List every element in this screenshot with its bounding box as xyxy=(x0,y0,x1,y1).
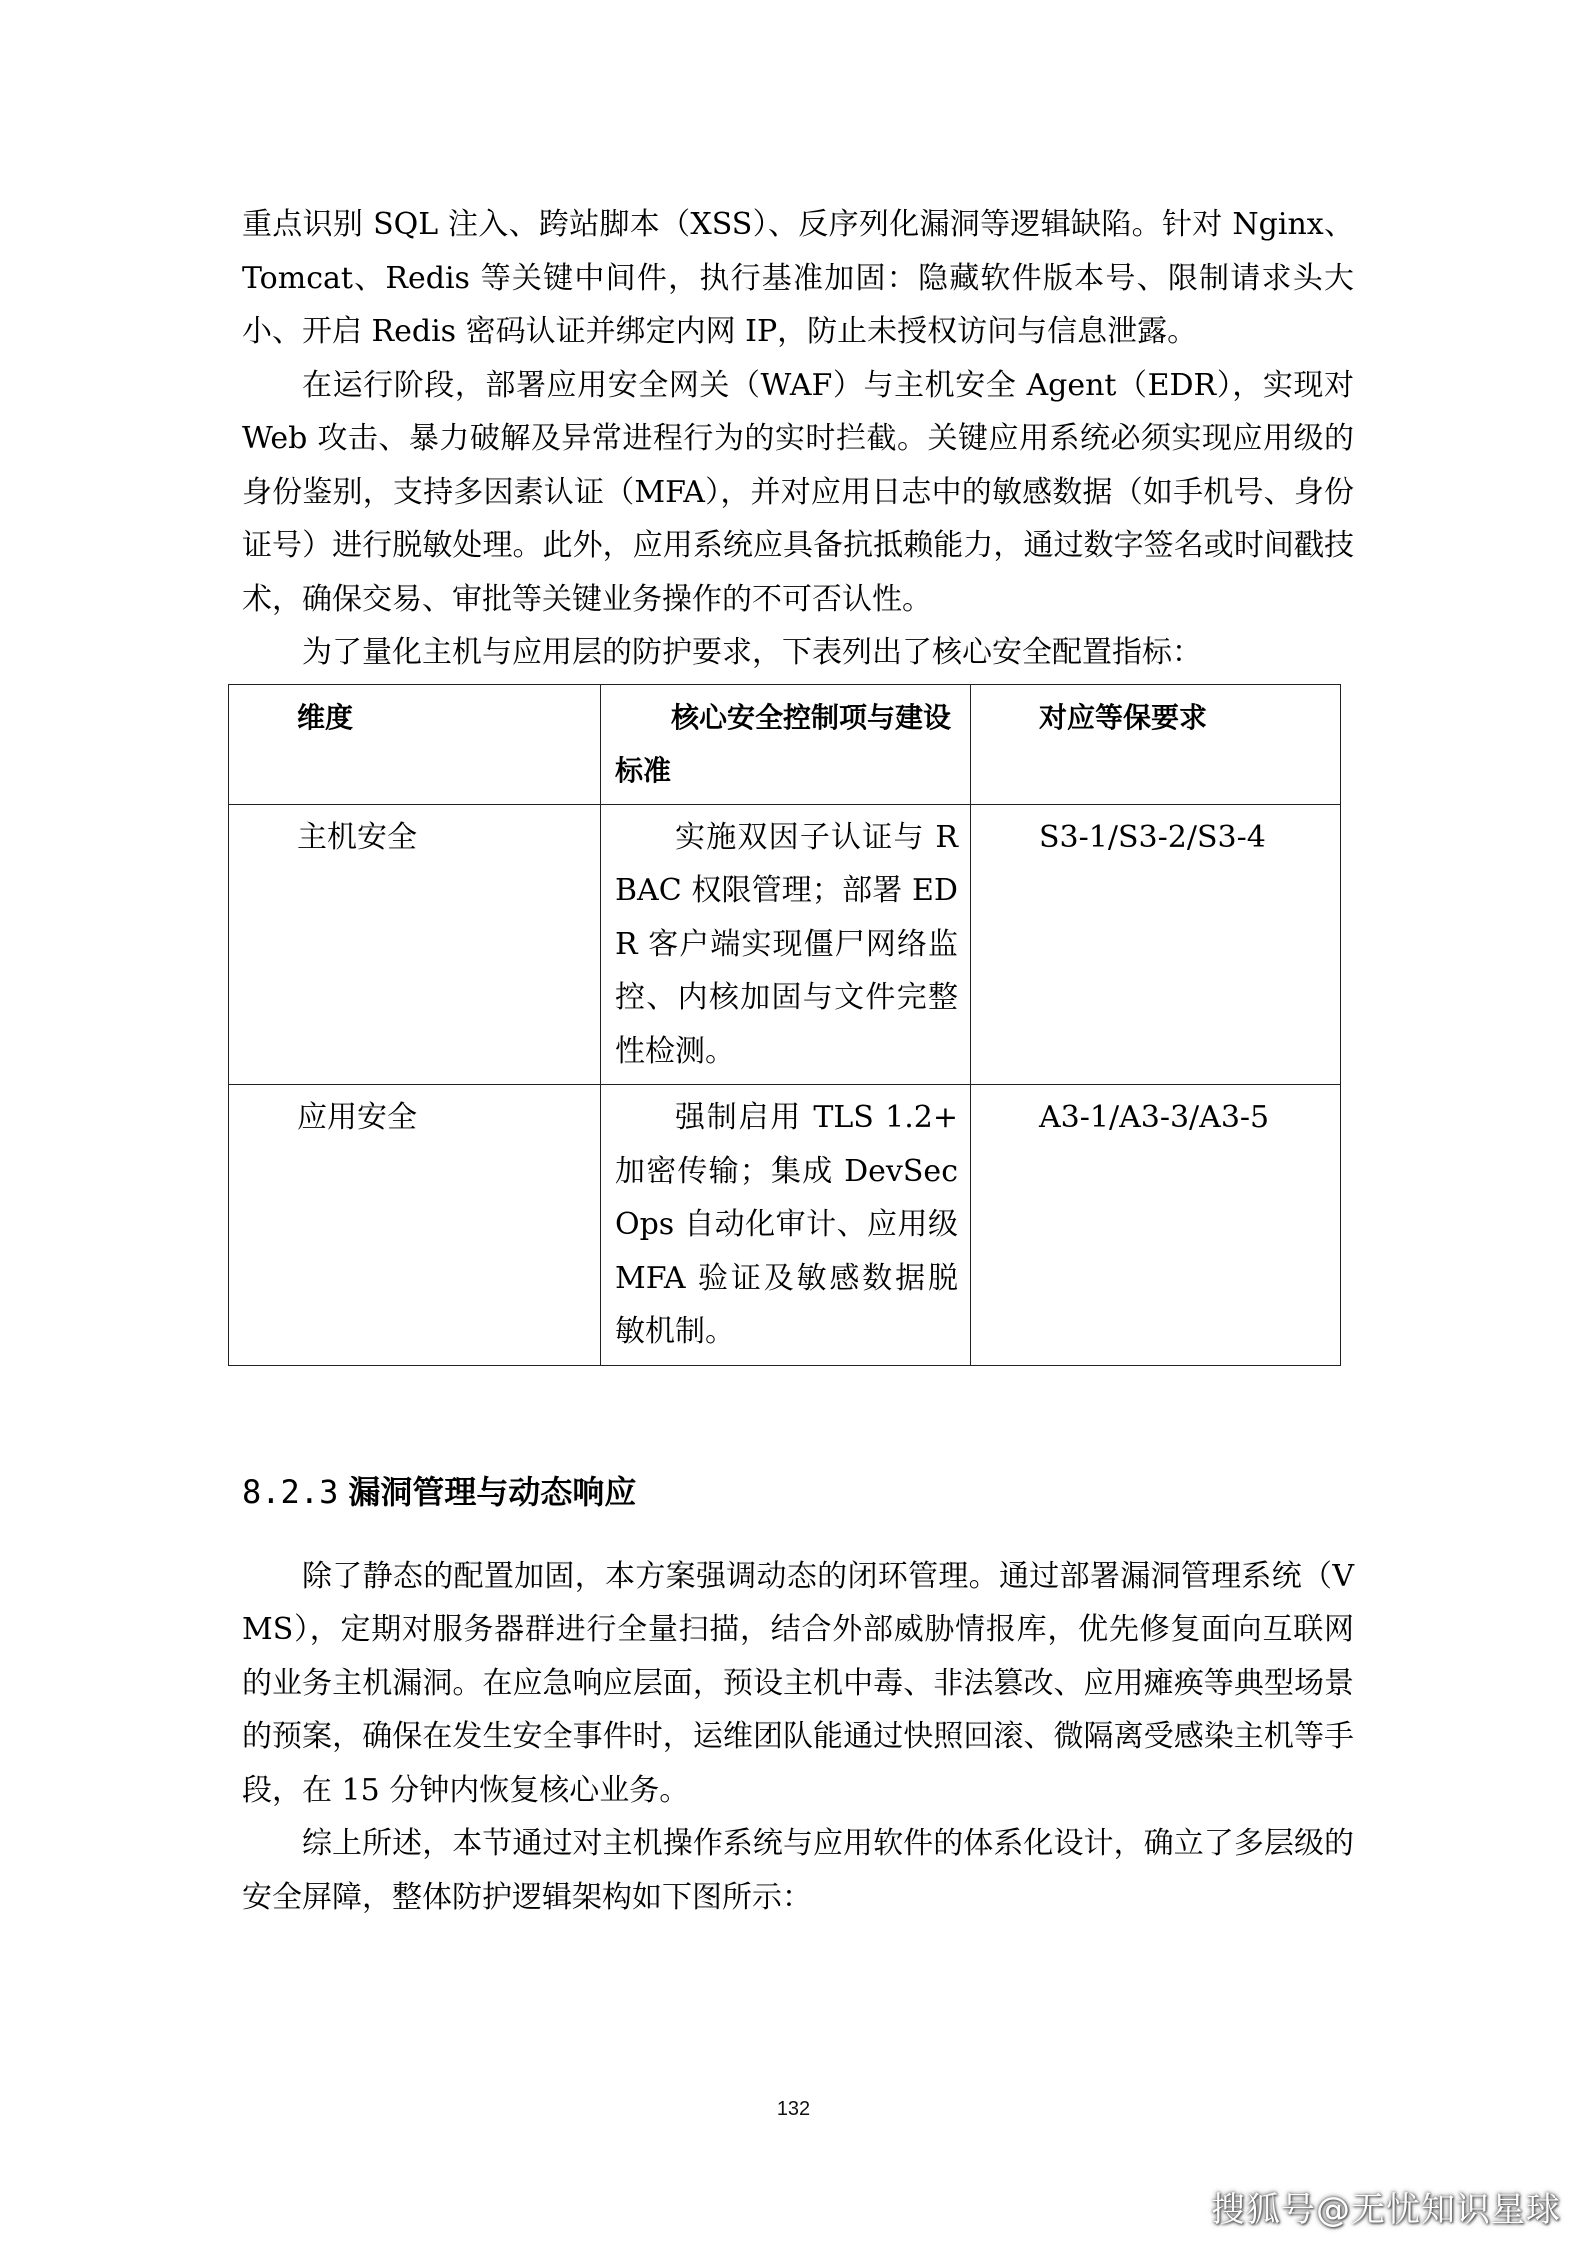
security-config-table-wrapper xyxy=(228,684,1340,1366)
page-number: 132 xyxy=(776,2098,811,2120)
table-row xyxy=(229,1085,1341,1366)
paragraph-table-intro: 为了量化主机与应用层的防护要求，下表列出了核心安全配置指标： xyxy=(302,635,1202,670)
section-title: 漏洞管理与动态响应 xyxy=(348,1472,637,1511)
paragraph-dynamic-response: 除了静态的配置加固，本方案强调动态的闭环管理。通过部署漏洞管理系统（VMS），定期对服务器群进行全量扫描，结合外部威胁情报库，优先修复面向互联网的业务主机漏洞。在应急响应层面，预设主机中毒、非法篡改、应用瘫痪等典型场景的预案，确保在发生安全事件时，运维团队能通过快照回滚、微隔离受感染主机等手段，在 15 分钟内恢复核心业务。 xyxy=(242,1558,1354,1808)
paragraph-summary: 综上所述，本节通过对主机操作系统与应用软件的体系化设计，确立了多层级的安全屏障，整体防护逻辑架构如下图所示： xyxy=(242,1826,1354,1915)
table-cell-requirement: S3-1/S3-2/S3-4 xyxy=(971,804,1341,1085)
table-header-dimension: 维度 xyxy=(229,684,601,804)
section-number: 8.2.3 xyxy=(242,1472,339,1511)
table-cell-controls: 强制启用 TLS 1.2+ 加密传输；集成 DevSecOps 自动化审计、应用级 MFA 验证及敏感数据脱敏机制。 xyxy=(601,1085,971,1366)
table-header-row xyxy=(229,684,1341,804)
table-header-controls: 核心安全控制项与建设标准 xyxy=(601,684,971,804)
page-content xyxy=(242,198,1354,1924)
paragraph-runtime-protection: 在运行阶段，部署应用安全网关（WAF）与主机安全 Agent（EDR），实现对 Web 攻击、暴力破解及异常进程行为的实时拦截。关键应用系统必须实现应用级的身份鉴别，支持多因素认证（MFA），并对应用日志中的敏感数据（如手机号、身份证号）进行脱敏处理。此外，应用系统应具备抗抵赖能力，通过数字签名或时间戳技术，确保交易、审批等关键业务操作的不可否认性。 xyxy=(242,367,1354,617)
table-row xyxy=(229,804,1341,1085)
watermark-text: 搜狐号@无忧知识星球 xyxy=(1211,2190,1561,2230)
table-cell-controls: 实施双因子认证与 RBAC 权限管理；部署 EDR 客户端实现僵尸网络监控、内核加固与文件完整性检测。 xyxy=(601,804,971,1085)
table-cell-dimension: 应用安全 xyxy=(229,1085,601,1366)
security-config-table xyxy=(228,684,1341,1366)
section-heading xyxy=(242,1468,1354,1516)
table-header-requirement: 对应等保要求 xyxy=(971,684,1341,804)
paragraph-middleware-hardening: 重点识别 SQL 注入、跨站脚本（XSS）、反序列化漏洞等逻辑缺陷。针对 Nginx、Tomcat、Redis 等关键中间件，执行基准加固：隐藏软件版本号、限制请求头大小、开启 Redis 密码认证并绑定内网 IP，防止未授权访问与信息泄露。 xyxy=(242,207,1354,349)
table-cell-requirement: A3-1/A3-3/A3-5 xyxy=(971,1085,1341,1366)
table-cell-dimension: 主机安全 xyxy=(229,804,601,1085)
